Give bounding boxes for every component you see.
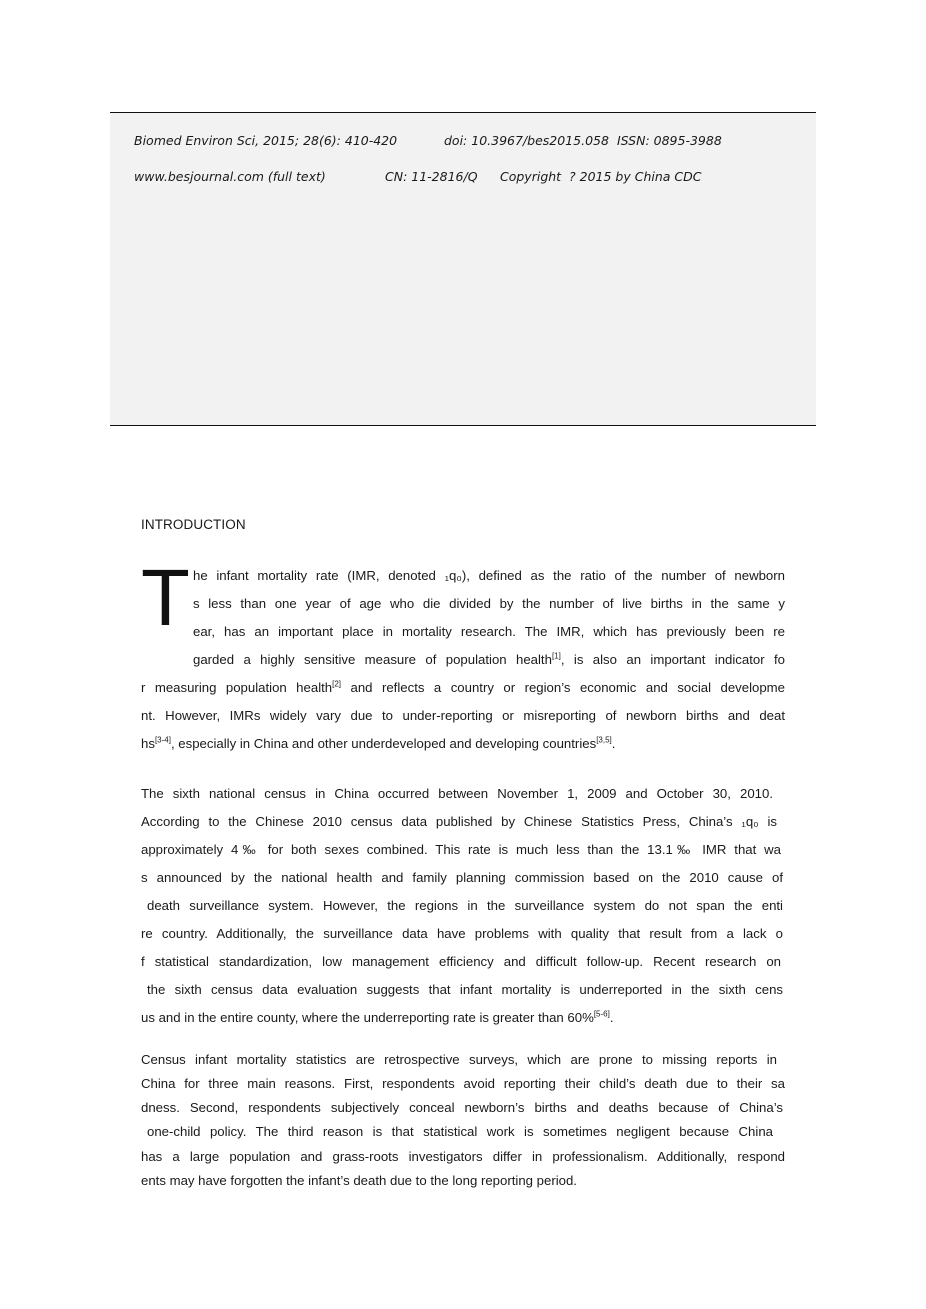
issn-text: ISSN: 0895-3988 [617, 133, 722, 148]
p2-line-9: us and in the entire county, where the underreporting rate is greater than 60%[5-6]. [141, 1009, 614, 1025]
copyright-text: Copyright ? 2015 by China CDC [500, 169, 702, 184]
p2-line-1: The sixth national census in China occurred between November 1, 2009 and October 30, 2010. [141, 786, 773, 801]
journal-header-box [110, 112, 816, 426]
p1-line-4: garded a highly sensitive measure of population health[1], is also an important indicator fo [193, 651, 785, 667]
p1-line-3: ear, has an important place in mortality research. The IMR, which has previously been re [193, 624, 785, 639]
citation-ref[interactable]: [3,5] [596, 735, 612, 745]
citation-ref[interactable]: [5-6] [593, 1009, 610, 1019]
citation-ref[interactable]: [3-4] [154, 735, 171, 745]
citation-ref[interactable]: [2] [332, 679, 342, 689]
p2-line-5: death surveillance system. However, the regions in the surveillance system do not span the enti [147, 898, 783, 913]
p3-line-4: one-child policy. The third reason is that statistical work is sometimes negligent because China [147, 1124, 773, 1139]
p2-line-7: f statistical standardization, low management efficiency and difficult follow-up. Recent research on [141, 954, 781, 969]
doi-text: doi: 10.3967/bes2015.058 [444, 133, 609, 148]
website-text: www.besjournal.com (full text) [134, 169, 326, 184]
cn-text: CN: 11-2816/Q [385, 169, 478, 184]
p3-line-5: has a large population and grass-roots investigators differ in professionalism. Additionally, respond [141, 1149, 785, 1164]
p1-line-2: s less than one year of age who die divided by the number of live births in the same y [193, 596, 785, 611]
p3-line-2: China for three main reasons. First, respondents avoid reporting their child’s death due to their sa [141, 1076, 785, 1091]
p1-line-7: hs[3-4], especially in China and other underdeveloped and developing countries[3,5]. [141, 735, 616, 751]
p2-line-8: the sixth census data evaluation suggests that infant mortality is underreported in the sixth cens [147, 982, 783, 997]
p1-line-5: r measuring population health[2] and reflects a country or region’s economic and social developme [141, 679, 785, 695]
p1-line-6: nt. However, IMRs widely vary due to under-reporting or misreporting of newborn births and deat [141, 708, 785, 723]
journal-citation: Biomed Environ Sci, 2015; 28(6): 410-420 [134, 133, 398, 148]
drop-cap: T [141, 553, 190, 642]
section-heading: INTRODUCTION [141, 517, 246, 532]
p2-line-3: approximately 4‰ for both sexes combined. This rate is much less than the 13.1‰ IMR that wa [141, 842, 781, 857]
p2-line-4: s announced by the national health and family planning commission based on the 2010 cause of [141, 870, 783, 885]
p2-line-2: According to the Chinese 2010 census data published by Chinese Statistics Press, China’s ₁q₀ is [141, 814, 777, 829]
p2-line-6: re country. Additionally, the surveillance data have problems with quality that result from a lack o [141, 926, 783, 941]
p3-line-6: ents may have forgotten the infant’s death due to the long reporting period. [141, 1173, 577, 1188]
citation-ref[interactable]: [1] [551, 651, 561, 661]
p1-line-1: he infant mortality rate (IMR, denoted ₁q₀), defined as the ratio of the number of newborn [193, 568, 785, 583]
p3-line-1: Census infant mortality statistics are retrospective surveys, which are prone to missing reports in [141, 1052, 777, 1067]
p3-line-3: dness. Second, respondents subjectively conceal newborn’s births and deaths because of China’s [141, 1100, 783, 1115]
